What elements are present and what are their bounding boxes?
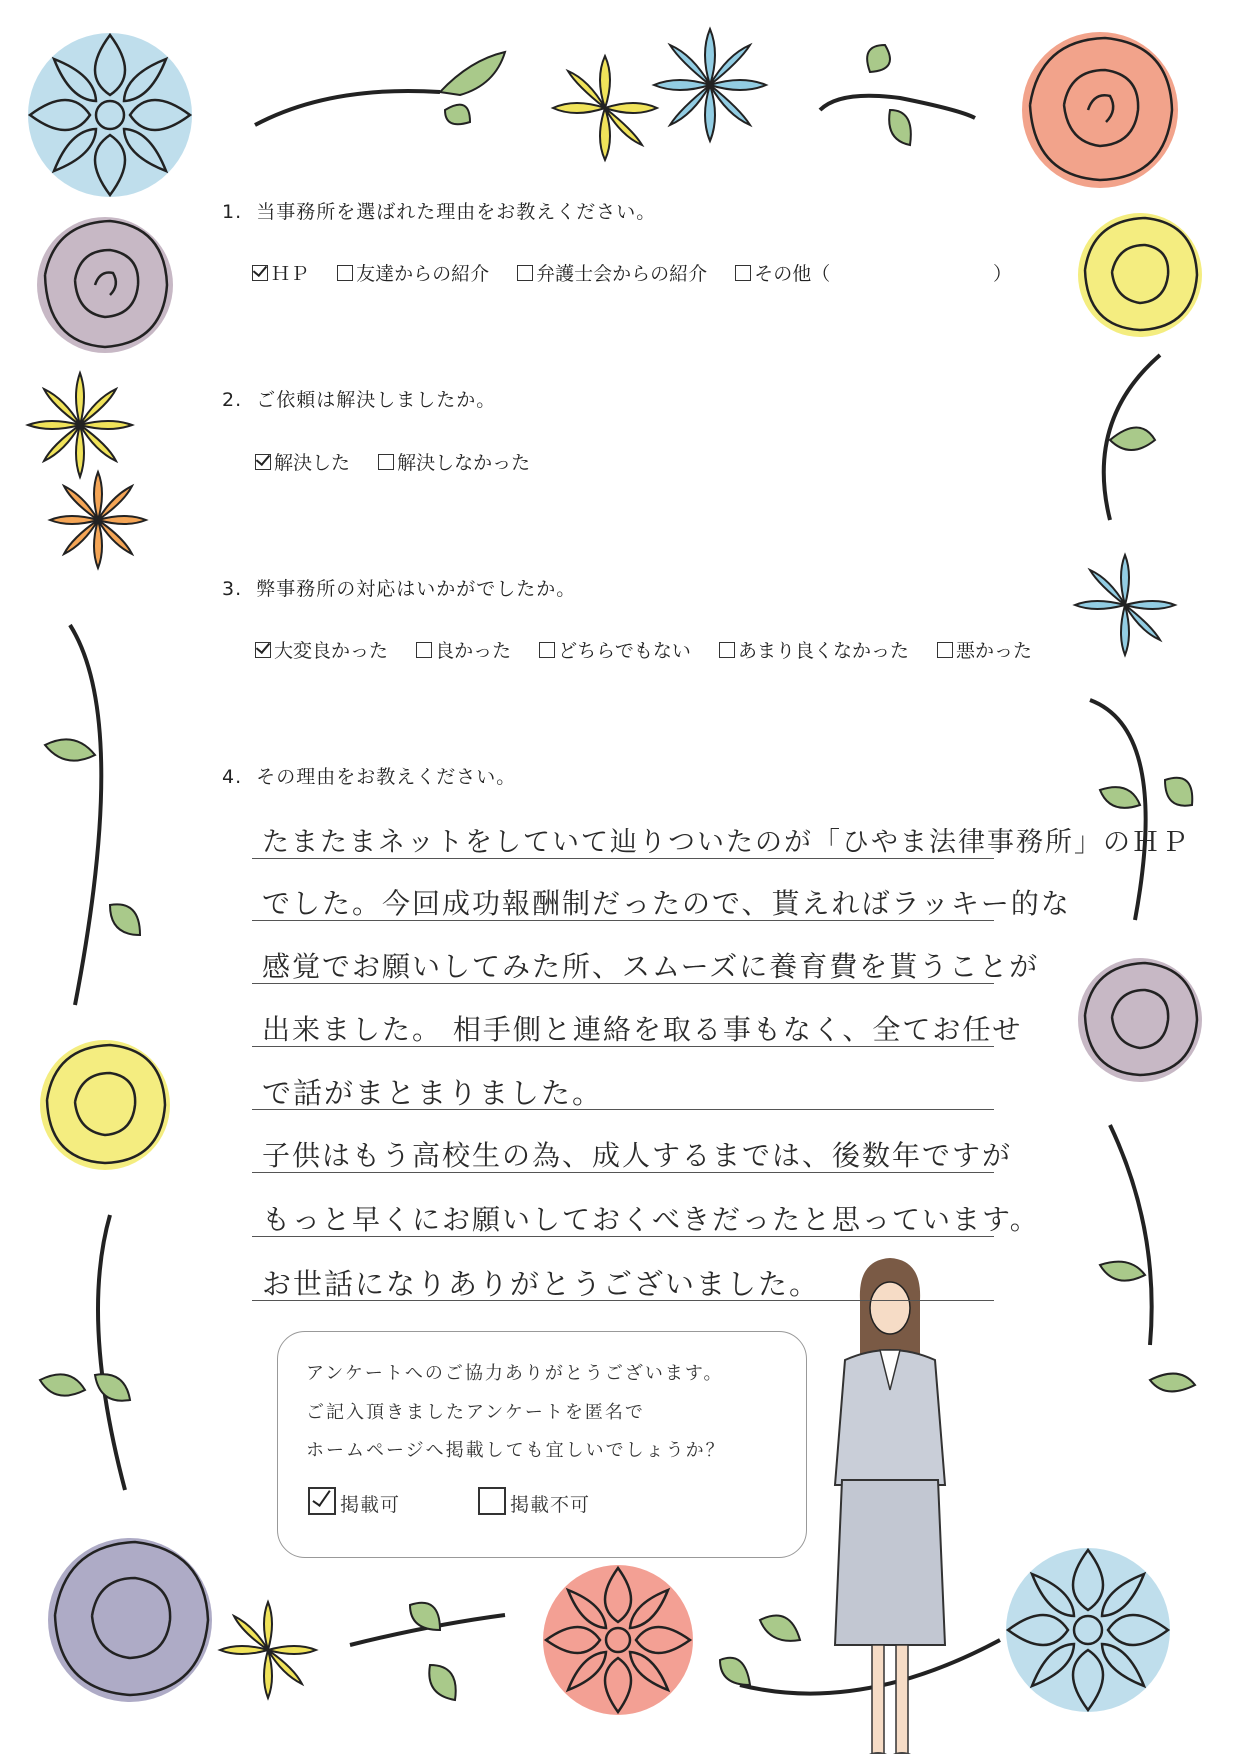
- question-text: ご依頼は解決しましたか。: [256, 389, 497, 411]
- checkbox[interactable]: [735, 265, 751, 281]
- deny-checkbox[interactable]: [478, 1487, 506, 1515]
- option-bar-referral[interactable]: 弁護士会からの紹介: [517, 259, 707, 286]
- checkbox[interactable]: [416, 642, 432, 658]
- question-1: [222, 197, 656, 224]
- option-other[interactable]: その他（: [735, 259, 830, 286]
- consent-line-2: ご記入頂きましたアンケートを匿名で: [306, 1402, 645, 1423]
- consent-line-1: アンケートへのご協力ありがとうございます。: [306, 1363, 724, 1384]
- question-3-options: [255, 636, 1032, 663]
- answer-line-8: お世話になりありがとうございました。: [262, 1267, 821, 1301]
- answer-line-2: でした。今回成功報酬制だったので、貰えればラッキー的な: [262, 887, 1071, 920]
- question-text: 弊事務所の対応はいかがでしたか。: [256, 578, 577, 600]
- answer-line-4: 出来ました。 相手側と連絡を取る事もなく、全てお任せ: [262, 1013, 1023, 1046]
- consent-box: [277, 1331, 807, 1558]
- daisy-orange-left-icon: [50, 472, 146, 568]
- dahlia-blue-tl-icon: [28, 33, 192, 197]
- question-1-options: [252, 259, 852, 286]
- daisy-blue-right-icon: [1075, 555, 1175, 655]
- daisy-yellow-bottom-icon: [220, 1602, 316, 1698]
- checkbox[interactable]: [337, 265, 353, 281]
- answer-line-7: もっと早くにお願いしておくべきだったと思っています。: [262, 1203, 1040, 1236]
- option-resolved[interactable]: 解決した: [255, 448, 350, 475]
- answer-line-6: 子供はもう高校生の為、成人するまでは、後数年ですが: [262, 1139, 1013, 1172]
- rose-purple-icon: [37, 217, 173, 353]
- question-number: 2.: [222, 389, 243, 411]
- option-very-good[interactable]: 大変良かった: [255, 636, 388, 663]
- allow-label: 掲載可: [340, 1494, 401, 1516]
- dahlia-blue-br-icon: [1006, 1548, 1170, 1712]
- rose-yellow-right-icon: [1078, 213, 1202, 337]
- answer-line-5: で話がまとまりました。: [262, 1076, 604, 1110]
- rose-yellow-left-icon: [40, 1040, 170, 1170]
- daisy-yellow-left-icon: [28, 373, 132, 477]
- option-good[interactable]: 良かった: [416, 636, 511, 663]
- answer-line-1: たまたまネットをしていて辿りついたのが「ひやま法律事務所」のＨＰ: [262, 827, 1190, 858]
- checkbox[interactable]: [517, 265, 533, 281]
- staff-woman-illustration: [835, 1258, 945, 1754]
- question-number: 1.: [222, 201, 243, 223]
- question-number: 3.: [222, 578, 243, 600]
- question-3: [222, 574, 576, 601]
- option-not-resolved[interactable]: 解決しなかった: [378, 448, 530, 475]
- checkbox-checked[interactable]: [252, 265, 268, 281]
- allow-checkbox[interactable]: [308, 1487, 336, 1515]
- daisy-blue-top-icon: [654, 29, 766, 141]
- dahlia-red-bottom-icon: [543, 1565, 693, 1715]
- rose-red-icon: [1022, 32, 1178, 188]
- option-not-good[interactable]: あまり良くなかった: [719, 636, 909, 663]
- option-neutral[interactable]: どちらでもない: [539, 636, 691, 663]
- option-hp[interactable]: ＨＰ: [252, 259, 309, 286]
- rose-purple-bottom-icon: [48, 1538, 212, 1702]
- option-bad[interactable]: 悪かった: [937, 636, 1032, 663]
- question-2-options: [255, 448, 552, 475]
- deny-label: 掲載不可: [510, 1494, 591, 1516]
- question-number: 4.: [222, 766, 243, 788]
- checkbox[interactable]: [539, 642, 555, 658]
- question-text: 当事務所を選ばれた理由をお教えください。: [256, 201, 657, 223]
- checkbox-checked[interactable]: [255, 642, 271, 658]
- checkbox[interactable]: [937, 642, 953, 658]
- question-2: [222, 385, 496, 412]
- checkbox-checked[interactable]: [255, 454, 271, 470]
- question-4: [222, 762, 516, 789]
- checkbox[interactable]: [378, 454, 394, 470]
- checkbox[interactable]: [719, 642, 735, 658]
- consent-line-3: ホームページへ掲載しても宜しいでしょうか？: [306, 1440, 726, 1461]
- answer-line-3: 感覚でお願いしてみた所、スムーズに養育費を貰うことが: [262, 950, 1040, 983]
- option-friend-referral[interactable]: 友達からの紹介: [337, 259, 489, 286]
- daisy-yellow-top-icon: [553, 56, 657, 160]
- question-text: その理由をお教えください。: [256, 766, 517, 788]
- vine-top-left: [255, 91, 440, 125]
- rose-purple-right-icon: [1078, 958, 1202, 1082]
- option-other-close: ）: [993, 263, 1013, 285]
